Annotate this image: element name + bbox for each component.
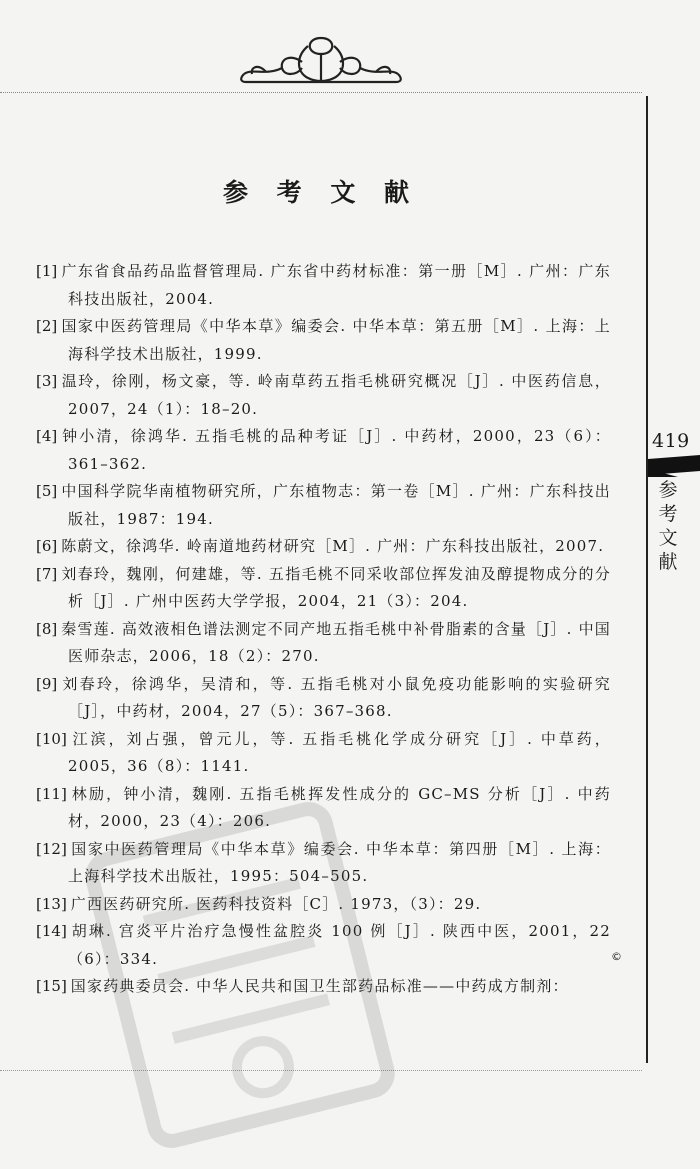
reference-number: [5] [36, 482, 58, 500]
running-title [657, 478, 679, 574]
reference-entry [36, 313, 611, 368]
reference-entry [36, 533, 611, 561]
reference-number: [1] [36, 262, 58, 280]
reference-number: [10] [36, 729, 67, 748]
reference-text: 广东省食品药品监督管理局. 广东省中药材标准：第一册［M］. 广州：广东科技出版社，2004. [61, 262, 611, 308]
copyright-mark: © [611, 950, 622, 963]
reference-text: 胡琳. 宫炎平片治疗急慢性盆腔炎 100 例［J］. 陕西中医，2001，22（6）：334. [68, 922, 611, 968]
reference-text: 林励，钟小清，魏刚. 五指毛桃挥发性成分的 GC–MS 分析［J］. 中药材，2000，23（4）：206. [68, 784, 611, 830]
reference-number: [14] [36, 922, 67, 940]
reference-entry [36, 423, 611, 478]
reference-text: 秦雪莲. 高效液相色谱法测定不同产地五指毛桃中补骨脂素的含量［J］. 中国医师杂志，2006，18（2）：270. [61, 619, 611, 665]
reference-text: 国家中医药管理局《中华本草》编委会. 中华本草：第五册［M］. 上海：上海科学技术出版社，1999. [61, 317, 611, 363]
reference-entry [36, 616, 611, 671]
reference-text: 陈蔚文，徐鸿华. 岭南道地药材研究［M］. 广州：广东科技出版社，2007. [61, 537, 605, 555]
reference-number: [15] [36, 977, 67, 995]
decorative-knot-ornament [236, 32, 406, 92]
side-rule [646, 96, 648, 1063]
reference-entry [36, 561, 611, 616]
reference-text: 江滨，刘占强，曾元儿，等. 五指毛桃化学成分研究［J］. 中草药，2005，36（8）：1141. [68, 729, 611, 775]
reference-text: 钟小清，徐鸿华. 五指毛桃的品种考证［J］. 中药材，2000，23（6）：361–362. [61, 427, 611, 473]
reference-number: [7] [36, 564, 58, 583]
reference-text: 中国科学院华南植物研究所，广东植物志：第一卷［M］. 广州：广东科技出版社，1987：194. [61, 482, 611, 528]
reference-entry [36, 258, 611, 313]
reference-text: 广西医药研究所. 医药科技资料［C］. 1973，（3）：29. [70, 894, 482, 913]
reference-number: [9] [36, 674, 58, 693]
reference-number: [11] [36, 784, 67, 803]
reference-text: 刘春玲，魏刚，何建雄，等. 五指毛桃不同采收部位挥发油及醇提物成分的分析［J］. 广州中医药大学学报，2004，21（3）：204. [61, 564, 611, 610]
reference-text: 国家药典委员会. 中华人民共和国卫生部药品标准——中药成方制剂： [70, 977, 569, 995]
reference-number: [8] [36, 619, 58, 638]
reference-entry [36, 726, 611, 781]
reference-number: [6] [36, 537, 58, 555]
reference-text: 国家中医药管理局《中华本草》编委会. 中华本草：第四册［M］. 上海：上海科学技术出版社，1995：504–505. [68, 839, 611, 885]
reference-entry [36, 478, 611, 533]
reference-number: [12] [36, 839, 67, 858]
reference-number: [4] [36, 427, 58, 445]
running-title-char: 文 [658, 527, 678, 549]
reference-text: 温玲，徐刚，杨文豪，等. 岭南草药五指毛桃研究概况［J］. 中医药信息，2007，24（1）：18–20. [61, 372, 611, 418]
page-number: 419 [652, 430, 690, 452]
reference-text: 刘春玲，徐鸿华，吴清和，等. 五指毛桃对小鼠免疫功能影响的实验研究［J］，中药材，2004，27（5）：367–368. [61, 674, 611, 720]
running-title-char: 参 [658, 479, 678, 501]
running-title-char: 献 [658, 551, 678, 573]
section-tab-arrow [648, 455, 700, 477]
reference-number: [13] [36, 894, 67, 913]
reference-number: [3] [36, 372, 58, 390]
top-rule [0, 92, 642, 93]
running-title-char: 考 [658, 503, 678, 525]
reference-number: [2] [36, 317, 58, 335]
reference-entry [36, 671, 611, 726]
reference-entry [36, 368, 611, 423]
page-title: 参 考 文 献 [222, 178, 420, 207]
